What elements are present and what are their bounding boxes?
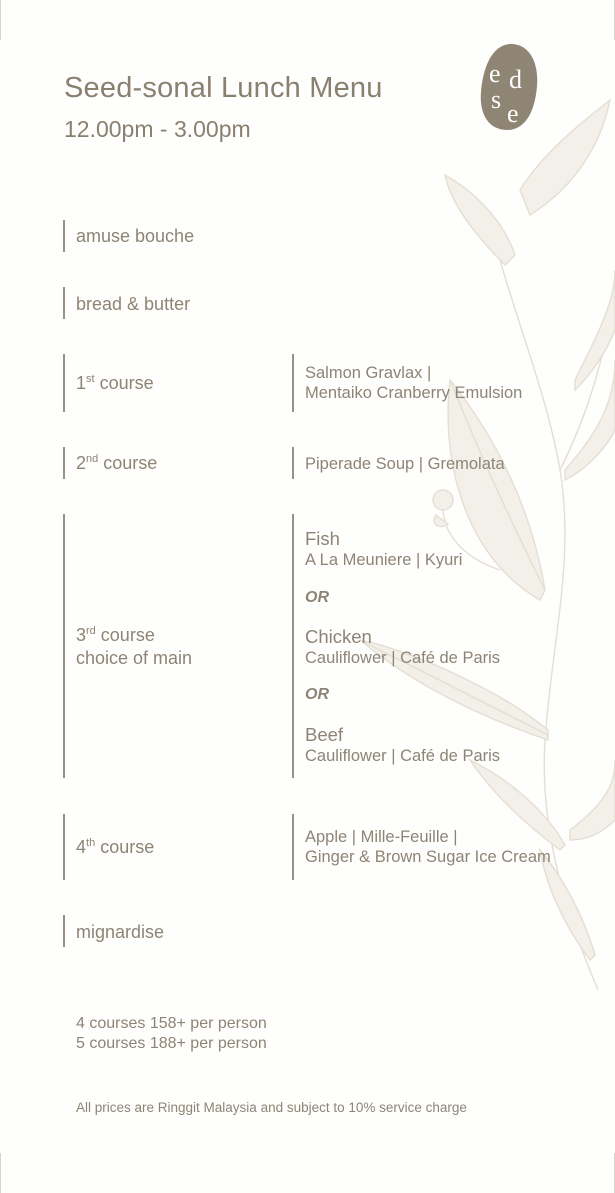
course-divider bbox=[63, 287, 65, 319]
main-option-beef: Beef bbox=[305, 724, 344, 745]
course-bread-butter: bread & butter bbox=[76, 294, 191, 314]
main-option-beef-detail: Cauliflower | Café de Paris bbox=[305, 747, 501, 765]
svg-text:e: e bbox=[507, 99, 519, 128]
dish-divider bbox=[292, 814, 294, 880]
course-first-label: 1st course bbox=[76, 373, 154, 393]
course-divider bbox=[63, 354, 65, 412]
main-option-chicken: Chicken bbox=[305, 626, 372, 647]
main-option-fish-detail: A La Meuniere | Kyuri bbox=[305, 551, 463, 569]
course-second-label: 2nd course bbox=[76, 453, 158, 473]
main-option-chicken-detail: Cauliflower | Café de Paris bbox=[305, 649, 501, 667]
or-label: OR bbox=[305, 686, 329, 703]
course-amuse-bouche: amuse bouche bbox=[76, 226, 195, 246]
fourth-course-dish: Apple | Mille-Feuille | Ginger & Brown Sugar Ice Cream bbox=[305, 828, 551, 866]
course-divider bbox=[63, 915, 65, 947]
dish-divider bbox=[292, 447, 294, 479]
menu-title: Seed-sonal Lunch Menu bbox=[64, 72, 383, 104]
svg-text:d: d bbox=[509, 65, 522, 94]
first-course-dish: Salmon Gravlax | Mentaiko Cranberry Emulsion bbox=[305, 364, 523, 402]
course-divider bbox=[63, 220, 65, 252]
course-mignardise: mignardise bbox=[76, 922, 165, 942]
course-third-label: 3rd course choice of main bbox=[76, 625, 193, 668]
svg-text:s: s bbox=[491, 85, 502, 114]
svg-text:e: e bbox=[489, 59, 501, 88]
second-course-dish: Piperade Soup | Gremolata bbox=[305, 455, 505, 473]
price-four-courses: 4 courses 158+ per person bbox=[76, 1015, 267, 1032]
course-divider bbox=[63, 814, 65, 880]
dish-divider bbox=[292, 354, 294, 412]
pricing-note: All prices are Ringgit Malaysia and subject to 10% service charge bbox=[76, 1100, 467, 1115]
course-divider bbox=[63, 514, 65, 778]
price-five-courses: 5 courses 188+ per person bbox=[76, 1035, 267, 1052]
or-label: OR bbox=[305, 589, 329, 606]
brand-logo bbox=[477, 42, 541, 132]
menu-hours: 12.00pm - 3.00pm bbox=[64, 116, 251, 142]
dish-divider bbox=[292, 514, 294, 778]
course-fourth-label: 4th course bbox=[76, 837, 155, 857]
course-divider bbox=[63, 447, 65, 479]
main-option-fish: Fish bbox=[305, 528, 340, 549]
